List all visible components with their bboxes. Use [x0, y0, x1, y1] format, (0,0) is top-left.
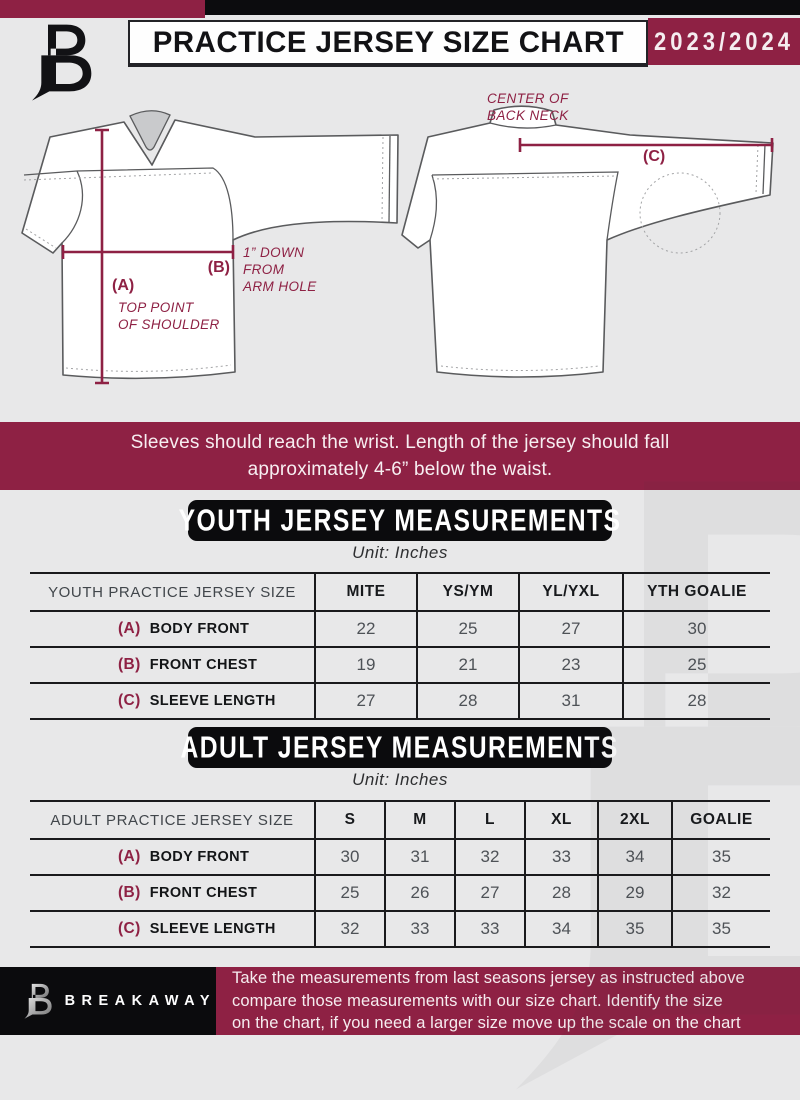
table-row — [30, 875, 770, 911]
front-jersey-drawing — [22, 111, 398, 379]
label-b: (B) — [207, 259, 230, 276]
label-c: (C) — [643, 148, 666, 165]
cell-value: 33 — [385, 911, 455, 947]
cell-value: 30 — [315, 839, 385, 875]
cell-value: 35 — [672, 839, 770, 875]
cell-value: 21 — [417, 647, 519, 683]
cell-value: 35 — [672, 911, 770, 947]
row-key: (C) — [118, 692, 141, 709]
cell-value: 34 — [525, 911, 598, 947]
cell-value: 34 — [598, 839, 672, 875]
cell-value: 26 — [385, 875, 455, 911]
adult-col-goalie: GOALIE — [672, 801, 770, 839]
label-a: (A) — [112, 277, 135, 294]
youth-size-table — [30, 572, 770, 720]
adult-size-table — [30, 800, 770, 948]
table-row — [30, 911, 770, 947]
row-key: (B) — [118, 656, 141, 673]
adult-col-l: L — [455, 801, 525, 839]
row-label: FRONT CHEST — [149, 657, 258, 673]
fit-notice-line-1: Sleeves should reach the wrist. Length of the jersey should fall — [130, 432, 670, 453]
row-label: SLEEVE LENGTH — [149, 921, 276, 937]
cell-value: 25 — [315, 875, 385, 911]
cell-value: 19 — [315, 647, 417, 683]
row-key: (A) — [118, 848, 141, 865]
row-label: SLEEVE LENGTH — [149, 693, 276, 709]
cell-value: 33 — [455, 911, 525, 947]
adult-section-title: ADULT JERSEY MEASUREMENTS — [180, 729, 620, 765]
adult-col-xl: XL — [525, 801, 598, 839]
jersey-diagrams — [0, 85, 800, 420]
adult-table-header-row — [30, 801, 770, 839]
cell-value: 29 — [598, 875, 672, 911]
back-jersey-drawing — [402, 106, 773, 377]
cell-value: 28 — [417, 683, 519, 719]
adult-col-m: M — [385, 801, 455, 839]
cell-value: 31 — [519, 683, 623, 719]
cell-value: 27 — [455, 875, 525, 911]
breakaway-footer-logo-icon — [22, 981, 53, 1021]
cell-value: 32 — [455, 839, 525, 875]
label-a-caption-2: OF SHOULDER — [118, 317, 220, 332]
cell-value: 33 — [525, 839, 598, 875]
label-b-caption-1: 1” DOWN — [243, 245, 305, 260]
row-key: (A) — [118, 620, 141, 637]
youth-section-title: YOUTH JERSEY MEASUREMENTS — [178, 502, 622, 538]
youth-unit-label: Unit: Inches — [352, 543, 448, 562]
season-badge — [648, 18, 800, 65]
adult-col-2xl: 2XL — [598, 801, 672, 839]
table-row — [30, 647, 770, 683]
label-b-caption-3: ARM HOLE — [243, 279, 317, 294]
footer-brand-name: BREAKAWAY — [64, 993, 216, 1009]
row-key: (C) — [118, 920, 141, 937]
table-row — [30, 683, 770, 719]
page-title: PRACTICE JERSEY SIZE CHART — [152, 25, 624, 59]
fit-notice-banner — [0, 422, 800, 490]
fit-notice-line-2: approximately 4-6” below the waist. — [247, 459, 553, 480]
cell-value: 32 — [315, 911, 385, 947]
table-row — [30, 611, 770, 647]
row-key: (B) — [118, 884, 141, 901]
label-a-caption-1: TOP POINT — [118, 300, 194, 315]
cell-value: 30 — [623, 611, 770, 647]
adult-section-banner — [180, 727, 620, 768]
footer-instructions — [216, 967, 800, 1035]
season-label: 2023/2024 — [654, 26, 794, 56]
row-label: BODY FRONT — [149, 849, 250, 865]
youth-table-header-row — [30, 573, 770, 611]
footer-instruction-line-2: compare those measurements with our size chart. Identify the size — [232, 991, 723, 1010]
footer-instruction-line-1: Take the measurements from last seasons jersey as instructed above — [232, 969, 745, 988]
footer-brand-block — [0, 967, 216, 1035]
adult-unit-label: Unit: Inches — [352, 770, 448, 789]
youth-col-ylyxl: YL/YXL — [519, 573, 623, 611]
cell-value: 32 — [672, 875, 770, 911]
row-label: BODY FRONT — [149, 621, 250, 637]
cell-value: 35 — [598, 911, 672, 947]
cell-value: 31 — [385, 839, 455, 875]
cell-value: 25 — [623, 647, 770, 683]
row-label: FRONT CHEST — [149, 885, 258, 901]
footer-instruction-line-3: on the chart, if you need a larger size move up the scale on the chart — [232, 1014, 741, 1033]
adult-col-s: S — [315, 801, 385, 839]
youth-col-goalie: YTH GOALIE — [623, 573, 770, 611]
youth-col-mite: MITE — [315, 573, 417, 611]
label-c-caption-2: BACK NECK — [487, 108, 569, 123]
top-bar-accent — [0, 0, 205, 18]
label-b-caption-2: FROM — [243, 262, 285, 277]
youth-col-size: YOUTH PRACTICE JERSEY SIZE — [30, 573, 315, 611]
page-title-box — [128, 20, 648, 67]
youth-section-banner — [178, 500, 622, 541]
cell-value: 23 — [519, 647, 623, 683]
table-row — [30, 839, 770, 875]
cell-value: 22 — [315, 611, 417, 647]
youth-col-ysym: YS/YM — [417, 573, 519, 611]
label-c-caption-1: CENTER OF — [487, 91, 569, 106]
cell-value: 28 — [525, 875, 598, 911]
cell-value: 28 — [623, 683, 770, 719]
cell-value: 25 — [417, 611, 519, 647]
adult-col-size: ADULT PRACTICE JERSEY SIZE — [30, 801, 315, 839]
cell-value: 27 — [315, 683, 417, 719]
cell-value: 27 — [519, 611, 623, 647]
